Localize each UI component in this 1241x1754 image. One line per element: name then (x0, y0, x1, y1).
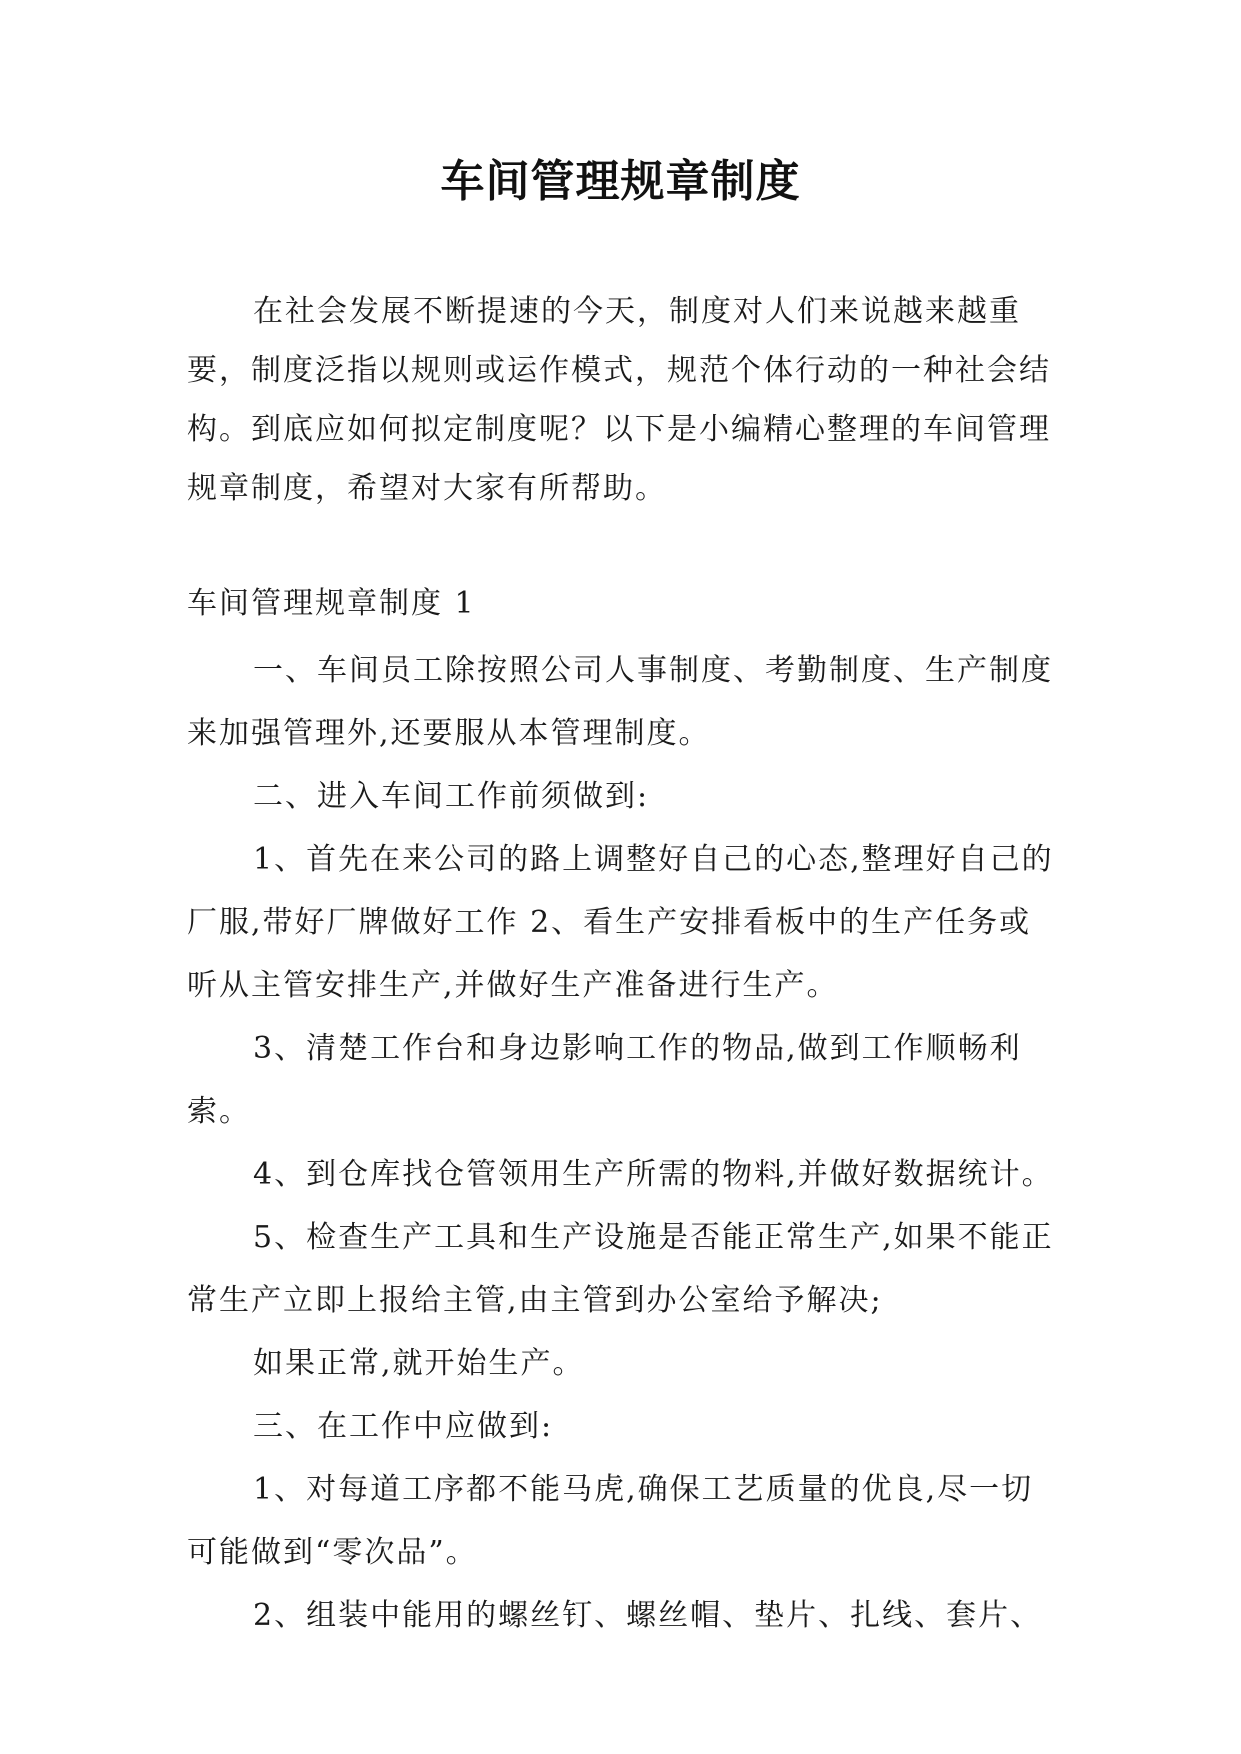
paragraph-5: 4、到仓库找仓管领用生产所需的物料,并做好数据统计。 (253, 1157, 1054, 1192)
paragraph-1: 一、车间员工除按照公司人事制度、考勤制度、生产制度来加强管理外,还要服从本管理制度。 (187, 653, 1053, 751)
paragraph-10: 2、组装中能用的螺丝钉、螺丝帽、垫片、扎线、套片、 (253, 1598, 1043, 1633)
document-title: 车间管理规章制度 (440, 156, 801, 207)
paragraph-8: 三、在工作中应做到: (253, 1409, 554, 1444)
paragraph-4: 3、清楚工作台和身边影响工作的物品,做到工作顺畅利索。 (187, 1031, 1022, 1129)
section-heading: 车间管理规章制度 1 (187, 586, 476, 621)
paragraph-6: 5、检查生产工具和生产设施是否能正常生产,如果不能正常生产立即上报给主管,由主管到办公室给予解决; (187, 1220, 1054, 1318)
paragraph-9: 1、对每道工序都不能马虎,确保工艺质量的优良,尽一切可能做到“零次品”。 (187, 1472, 1034, 1570)
intro-paragraph: 在社会发展不断提速的今天，制度对人们来说越来越重要，制度泛指以规则或运作模式，规范个体行动的一种社会结构。到底应如何拟定制度呢？以下是小编精心整理的车间管理规章制度，希望对大家有所帮助。 (187, 294, 1051, 506)
paragraph-3: 1、首先在来公司的路上调整好自己的心态,整理好自己的厂服,带好厂牌做好工作 2、看生产安排看板中的生产任务或听从主管安排生产,并做好生产准备进行生产。 (187, 842, 1054, 1003)
paragraph-7: 如果正常,就开始生产。 (253, 1346, 585, 1381)
intro-block (187, 282, 1054, 518)
section-1 (187, 574, 1054, 1647)
paragraph-2: 二、进入车间工作前须做到: (253, 779, 650, 814)
